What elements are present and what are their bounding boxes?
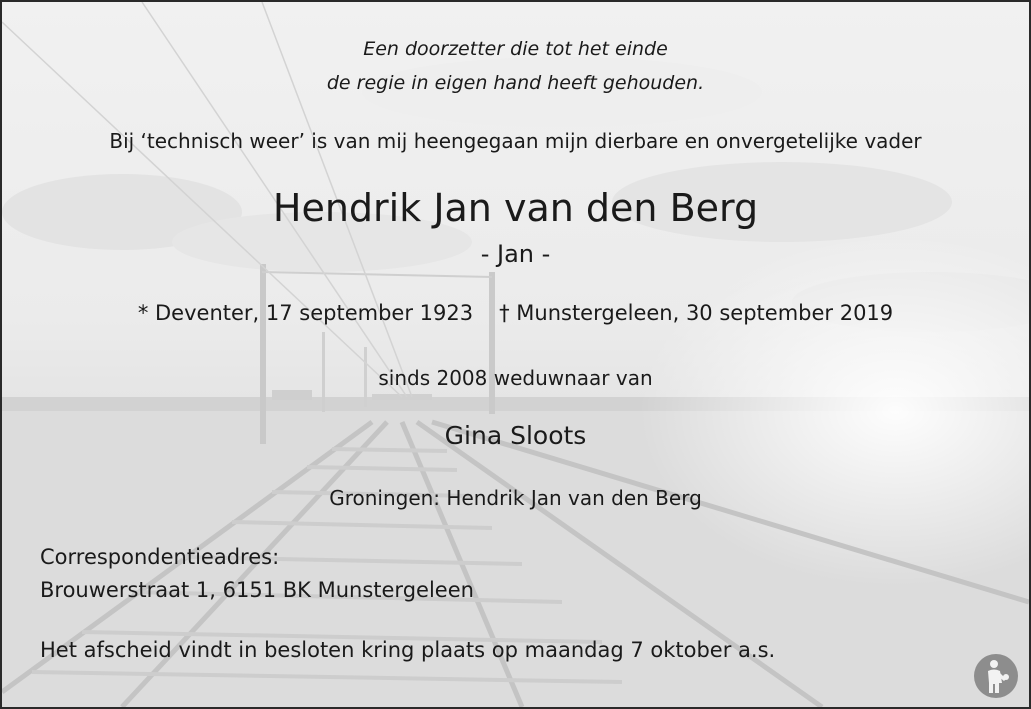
memorial-figure-icon xyxy=(973,653,1019,699)
widower-text: sinds 2008 weduwnaar van xyxy=(378,366,653,390)
motto-line-1: Een doorzetter die tot het einde xyxy=(363,38,668,60)
death-date: † Munstergeleen, 30 september 2019 xyxy=(499,301,894,325)
life-dates xyxy=(2,301,1029,325)
spouse-name: Gina Sloots xyxy=(444,421,587,450)
intro-text: Bij ‘technisch weer’ is van mij heengegaan mijn dierbare en onvergetelijke vader xyxy=(109,129,922,153)
signer-line: Groningen: Hendrik Jan van den Berg xyxy=(329,486,702,510)
deceased-nickname: - Jan - xyxy=(480,240,551,268)
farewell-text: Het afscheid vindt in besloten kring plaats op maandag 7 oktober a.s. xyxy=(40,638,776,662)
birth-date: * Deventer, 17 september 1923 xyxy=(137,301,474,325)
correspondence-address: Brouwerstraat 1, 6151 BK Munstergeleen xyxy=(40,578,474,602)
deceased-name: Hendrik Jan van den Berg xyxy=(272,186,759,230)
motto-line-2: de regie in eigen hand heeft gehouden. xyxy=(326,72,705,94)
obituary-text xyxy=(2,2,1029,707)
correspondence-label: Correspondentieadres: xyxy=(40,545,280,569)
